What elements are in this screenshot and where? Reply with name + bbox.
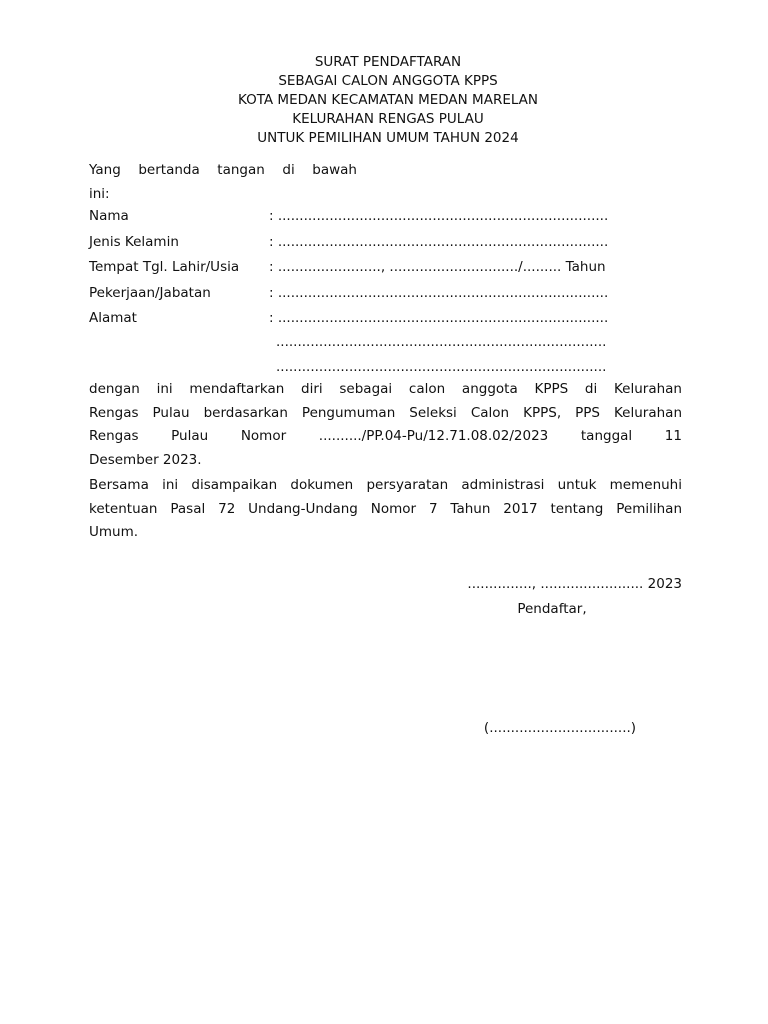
signature-label: Pendaftar, bbox=[517, 601, 587, 617]
title-line: UNTUK PEMILIHAN UMUM TAHUN 2024 bbox=[257, 130, 519, 146]
title-line: SEBAGAI CALON ANGGOTA KPPS bbox=[278, 73, 498, 89]
field-blank: : ............................................................................. bbox=[269, 284, 609, 301]
paragraph-line: Rengas Pulau Nomor ........../PP.04-Pu/12.71.08.02/2023 tanggal 11 bbox=[89, 428, 682, 444]
field-row-pekerjaan bbox=[89, 281, 689, 305]
field-label: Nama bbox=[89, 208, 129, 224]
document-title bbox=[0, 53, 768, 148]
paragraph-line: Umum. bbox=[89, 524, 139, 540]
field-blank: ............................................................................. bbox=[276, 359, 607, 375]
registration-paragraph bbox=[89, 378, 682, 472]
address-continuation-line bbox=[89, 355, 689, 379]
title-line: SURAT PENDAFTARAN bbox=[314, 54, 462, 70]
field-blank: : ........................, ............................../......... Tahun bbox=[269, 259, 606, 275]
field-row-jenis-kelamin bbox=[89, 230, 689, 254]
title-line: KOTA MEDAN KECAMATAN MEDAN MARELAN bbox=[237, 92, 539, 108]
signature-name-placeholder: (.................................) bbox=[483, 720, 637, 736]
signature-date-line: ..............., ........................ 2023 bbox=[467, 576, 682, 592]
paragraph-line: Desember 2023. bbox=[89, 451, 202, 468]
field-row-alamat bbox=[89, 306, 689, 330]
field-blank: : ............................................................................. bbox=[269, 208, 609, 224]
field-blank: : ............................................................................. bbox=[269, 310, 609, 326]
field-row-nama bbox=[89, 204, 689, 228]
address-continuation-line bbox=[89, 330, 689, 354]
intro-line: Yang bertanda tangan di bawah bbox=[89, 162, 357, 178]
documents-paragraph bbox=[89, 474, 682, 545]
field-label: Alamat bbox=[89, 310, 137, 326]
intro-text bbox=[89, 158, 357, 206]
field-row-tempat-tgl-lahir bbox=[89, 255, 689, 279]
paragraph-line: ketentuan Pasal 72 Undang-Undang Nomor 7 Tahun 2017 tentang Pemilihan bbox=[89, 500, 682, 517]
paragraph-line: Rengas Pulau berdasarkan Pengumuman Seleksi Calon KPPS, PPS Kelurahan bbox=[89, 404, 682, 421]
intro-line: ini: bbox=[89, 186, 110, 202]
title-line: KELURAHAN RENGAS PULAU bbox=[292, 111, 484, 127]
paragraph-line: dengan ini mendaftarkan diri sebagai calon anggota KPPS di Kelurahan bbox=[89, 381, 682, 397]
field-blank: : ............................................................................. bbox=[269, 233, 609, 250]
field-blank: ............................................................................. bbox=[276, 334, 607, 350]
paragraph-line: Bersama ini disampaikan dokumen persyaratan administrasi untuk memenuhi bbox=[89, 477, 682, 493]
field-label: Jenis Kelamin bbox=[89, 233, 179, 250]
field-label: Pekerjaan/Jabatan bbox=[89, 284, 211, 301]
field-label: Tempat Tgl. Lahir/Usia bbox=[89, 259, 240, 275]
